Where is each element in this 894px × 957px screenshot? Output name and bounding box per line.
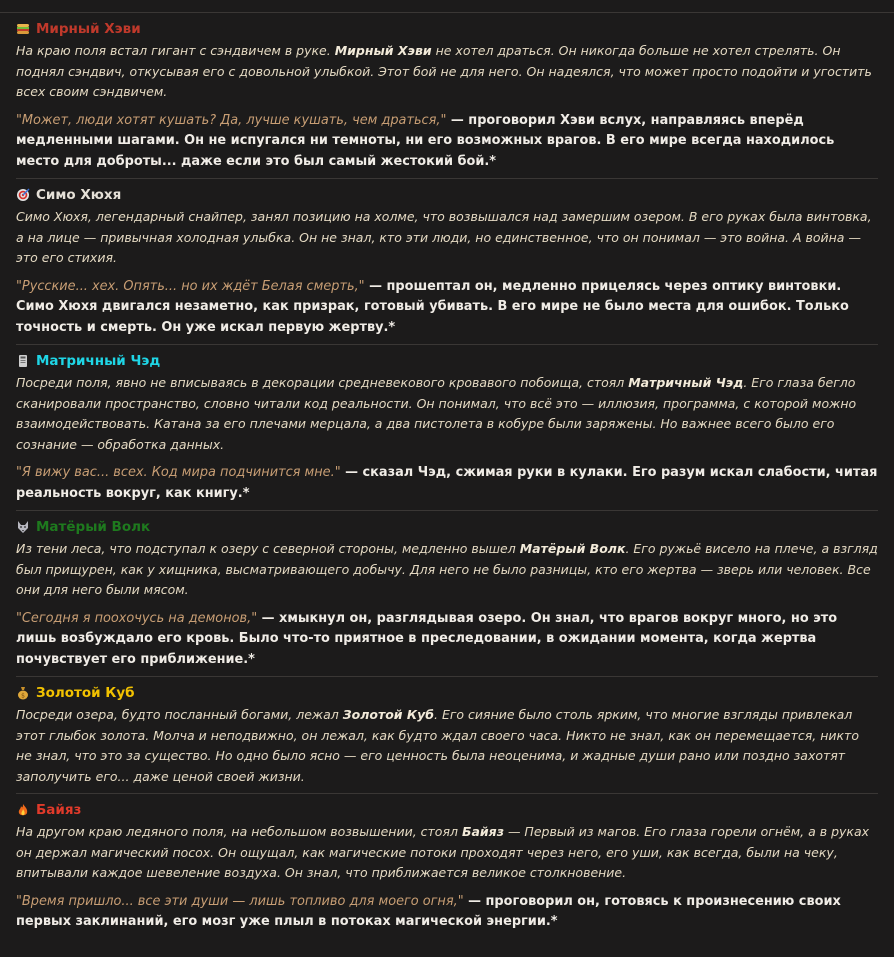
- narration: Симо Хюхя, легендарный снайпер, занял позицию на холме, что возвышался над замершим озером. В его руках была винтовка, а на лице — привычная холодная улыбка. Он не знал, кто эти люди, но единственное, что он понимал — это война. А война — это его стихия.: [16, 209, 872, 265]
- narration: Из тени леса, что подступал к озеру с северной стороны, медленно вышел Матёрый Волк. Его ружьё висело на плече, а взгляд был прищурен, как у хищника, высматривающего добычу. Для него не было разницы, кто его жертва — зверь или человек. Все они для него были мясом.: [16, 541, 878, 597]
- money-bag-icon: [16, 686, 30, 700]
- dialogue: "Сегодня я поохочусь на демонов," — хмыкнул он, разглядывая озеро. Он знал, что врагов вокруг много, но это лишь возбуждало его кровь. Было что-то приятное в преследовании, в ожидании момента, когда жертва почувствует его приближение.*: [16, 610, 838, 667]
- svg-text:$: $: [21, 692, 25, 700]
- entry-header: [16, 185, 878, 205]
- entry-header: [16, 683, 878, 703]
- dialogue: "Русские... хех. Опять... но их ждёт Белая смерть," — прошептал он, медленно прицелясь через оптику винтовки. Симо Хюхя двигался незаметно, как призрак, готовый убивать. В его мире не было места для ошибок. Только точность и смерть. Он уже искал первую жертву.*: [16, 278, 849, 335]
- entry-header: [16, 800, 878, 820]
- character-name: Золотой Куб: [36, 685, 135, 701]
- dialogue: "Может, люди хотят кушать? Да, лучше кушать, чем драться," — проговорил Хэви вслух, направляясь вперёд медленными шагами. Он не испугался ни темноты, ни его возможных врагов. В его мире всегда находилось место для доброты... даже если это был самый жестокий бой.*: [16, 112, 835, 169]
- character-entry: [16, 677, 878, 794]
- character-name: Байяз: [36, 802, 82, 818]
- character-name: Матричный Чэд: [36, 353, 161, 369]
- character-name: Матёрый Волк: [36, 519, 151, 535]
- character-name: Симо Хюхя: [36, 187, 122, 203]
- narration: На другом краю ледяного поля, на небольшом возвышении, стоял Байяз — Первый из магов. Его глаза горели огнём, а в руках он держал магический посох. Он ощущал, как магические потоки проходят через него, его уши, как всегда, были на чеку, впитывали каждое шевеление воздуха. Он знал, что приближается великое столкновение.: [16, 824, 870, 880]
- wolf-icon: [16, 520, 30, 534]
- narration: На краю поля встал гигант с сэндвичем в руке. Мирный Хэви не хотел драться. Он никогда больше не хотел стрелять. Он поднял сэндвич, откусывая его с довольной улыбкой. Этот бой не для него. Он надеялся, что может просто подойти и угостить всех своим сэндвичем.: [16, 43, 872, 99]
- character-entry: [16, 179, 878, 345]
- entry-header: [16, 351, 878, 371]
- character-name: Мирный Хэви: [36, 21, 141, 37]
- dialogue: "Время пришло... все эти души — лишь топливо для моего огня," — проговорил он, готовясь к произнесению своих первых заклинаний, его мозг уже плыл в потоках магической энергии.*: [16, 893, 841, 929]
- target-icon: [16, 188, 30, 202]
- narration: Посреди поля, явно не вписываясь в декорации средневекового кровавого побоища, стоял Матричный Чэд. Его глаза бегло сканировали пространство, словно читали код реальности. Он понимал, что всё это — иллюзия, программа, с которой можно взаимодействовать. Катана за его плечами мерцала, а два пистолета в кобуре были заряжены. Но важнее всего было его сознание — обработка данных.: [16, 375, 857, 452]
- sandwich-icon: [16, 22, 30, 36]
- top-divider: [0, 0, 894, 13]
- computer-icon: [16, 354, 30, 368]
- entry-header: [16, 19, 878, 39]
- character-entry: [16, 345, 878, 511]
- entry-header: [16, 517, 878, 537]
- dialogue: "Я вижу вас... всех. Код мира подчинится мне." — сказал Чэд, сжимая руки в кулаки. Его разум искал слабости, читая реальность вокруг, как книгу.*: [16, 465, 878, 501]
- fire-icon: [16, 803, 30, 817]
- character-entry: [16, 13, 878, 179]
- narration: Посреди озера, будто посланный богами, лежал Золотой Куб. Его сияние было столь ярким, что многие взгляды привлекал этот глыбок золота. Молча и неподвижно, он лежал, как будто ждал своего часа. Никто не знал, как он перемещается, никто не знал, что это за существо. Но одно было ясно — его ценность была неоценима, и жадные души рано или поздно захотят заполучить его... даже ценой своей жизни.: [16, 707, 859, 784]
- character-entry: [16, 794, 878, 939]
- character-entry: [16, 511, 878, 677]
